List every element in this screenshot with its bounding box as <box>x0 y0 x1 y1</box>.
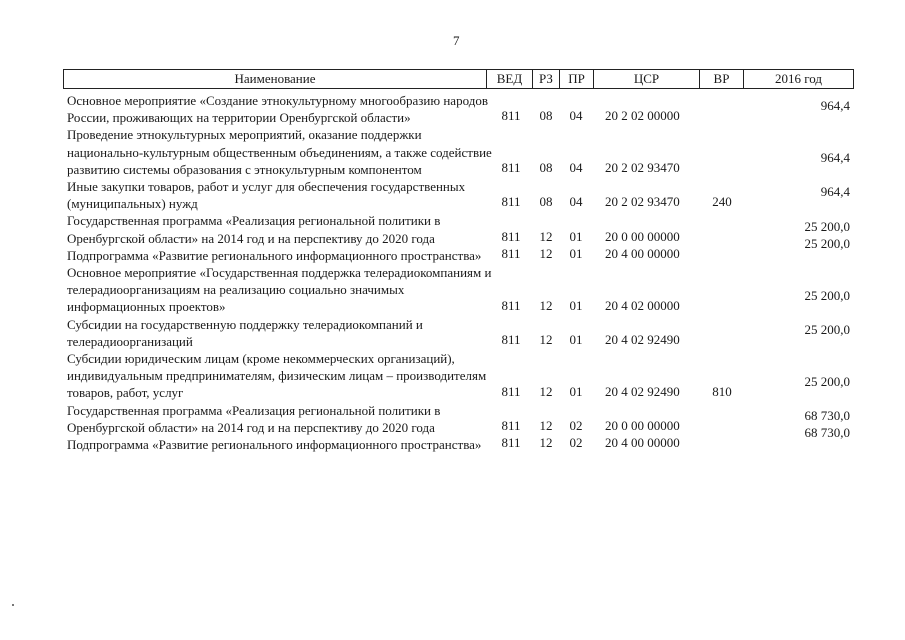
row-rz: 12 <box>539 332 553 348</box>
row-ved: 811 <box>501 246 521 262</box>
row-pr: 01 <box>569 228 583 244</box>
row-rz: 08 <box>539 160 553 176</box>
row-csr: 20 2 02 00000 <box>605 108 680 124</box>
header-rz: РЗ <box>533 70 560 88</box>
row-amount: 25 200,0 <box>804 236 850 252</box>
row-csr: 20 0 00 00000 <box>605 228 680 244</box>
row-csr: 20 4 02 00000 <box>605 297 680 313</box>
row-name: Субсидии юридическим лицам (кроме некоммерческих организаций), индивидуальным предпринимателям, физическим лицам – производителям товаров, работ, услуг <box>67 351 487 401</box>
row-pr: 01 <box>569 383 583 399</box>
table-row <box>63 402 854 436</box>
header-pr: ПР <box>560 70 594 88</box>
row-rz: 08 <box>539 108 553 124</box>
row-name: Подпрограмма «Развитие регионального информационного пространства» <box>67 247 482 263</box>
row-name: Государственная программа «Реализация региональной политики в Оренбургской области» на 2014 год и на перспективу до 2020 года <box>67 402 441 435</box>
row-name: Субсидии на государственную поддержку телерадиокомпаний и телерадиоорганизаций <box>67 316 423 349</box>
row-rz: 12 <box>539 383 553 399</box>
row-name: Подпрограмма «Развитие регионального информационного пространства» <box>67 437 482 453</box>
table-row <box>63 126 854 178</box>
scan-speck <box>12 604 14 606</box>
header-vr: ВР <box>700 70 744 88</box>
page-number: 7 <box>453 33 460 48</box>
row-csr: 20 4 00 00000 <box>605 246 680 262</box>
row-amount: 25 200,0 <box>804 287 850 303</box>
header-year: 2016 год <box>775 71 822 86</box>
row-vr: 240 <box>712 194 732 210</box>
row-amount: 68 730,0 <box>804 425 850 441</box>
row-rz: 12 <box>539 418 553 434</box>
row-name: Проведение этнокультурных мероприятий, оказание поддержки национально-культурным общественным объединениям, а также содействие развитию системы образования с этнокультурным компонентом <box>67 127 492 177</box>
row-rz: 12 <box>539 246 553 262</box>
table-row <box>63 264 854 316</box>
row-ved: 811 <box>501 297 521 313</box>
table-body <box>63 92 854 453</box>
row-name: Основное мероприятие «Создание этнокультурному многообразию народов России, проживающих на территории Оренбургской области» <box>67 93 488 126</box>
row-ved: 811 <box>501 332 521 348</box>
row-amount: 964,4 <box>820 150 850 166</box>
row-pr: 04 <box>569 160 583 176</box>
row-ved: 811 <box>501 418 521 434</box>
row-pr: 02 <box>569 418 583 434</box>
row-csr: 20 4 02 92490 <box>605 332 680 348</box>
row-amount: 964,4 <box>820 184 850 200</box>
row-amount: 25 200,0 <box>804 218 850 234</box>
row-rz: 12 <box>539 297 553 313</box>
table-row <box>63 316 854 350</box>
row-csr: 20 4 00 00000 <box>605 435 680 451</box>
row-csr: 20 4 02 92490 <box>605 383 680 399</box>
row-amount: 25 200,0 <box>804 373 850 389</box>
row-rz: 12 <box>539 435 553 451</box>
row-name: Основное мероприятие «Государственная поддержка телерадиокомпаниям и телерадиоорганизациям на реализацию социально значимых информационных проектов» <box>67 265 492 315</box>
table-row <box>63 92 854 126</box>
row-pr: 01 <box>569 297 583 313</box>
row-rz: 08 <box>539 194 553 210</box>
row-amount: 964,4 <box>820 98 850 114</box>
row-ved: 811 <box>501 435 521 451</box>
row-amount: 68 730,0 <box>804 408 850 424</box>
header-csr: ЦСР <box>594 70 700 88</box>
row-ved: 811 <box>501 108 521 124</box>
row-name: Государственная программа «Реализация региональной политики в Оренбургской области» на 2014 год и на перспективу до 2020 года <box>67 213 441 246</box>
row-vr: 810 <box>712 383 732 399</box>
table-row <box>63 178 854 212</box>
row-pr: 02 <box>569 435 583 451</box>
row-ved: 811 <box>501 383 521 399</box>
row-csr: 20 2 02 93470 <box>605 160 680 176</box>
table-header <box>63 69 854 89</box>
row-pr: 04 <box>569 108 583 124</box>
row-pr: 04 <box>569 194 583 210</box>
row-ved: 811 <box>501 160 521 176</box>
row-pr: 01 <box>569 332 583 348</box>
row-rz: 12 <box>539 228 553 244</box>
row-pr: 01 <box>569 246 583 262</box>
header-ved: ВЕД <box>487 70 533 88</box>
row-ved: 811 <box>501 228 521 244</box>
row-name: Иные закупки товаров, работ и услуг для обеспечения государственных (муниципальных) нужд <box>67 179 466 212</box>
row-csr: 20 0 00 00000 <box>605 418 680 434</box>
table-row <box>63 212 854 246</box>
row-ved: 811 <box>501 194 521 210</box>
table-row <box>63 350 854 402</box>
header-name: Наименование <box>64 70 487 88</box>
row-csr: 20 2 02 93470 <box>605 194 680 210</box>
row-amount: 25 200,0 <box>804 322 850 338</box>
